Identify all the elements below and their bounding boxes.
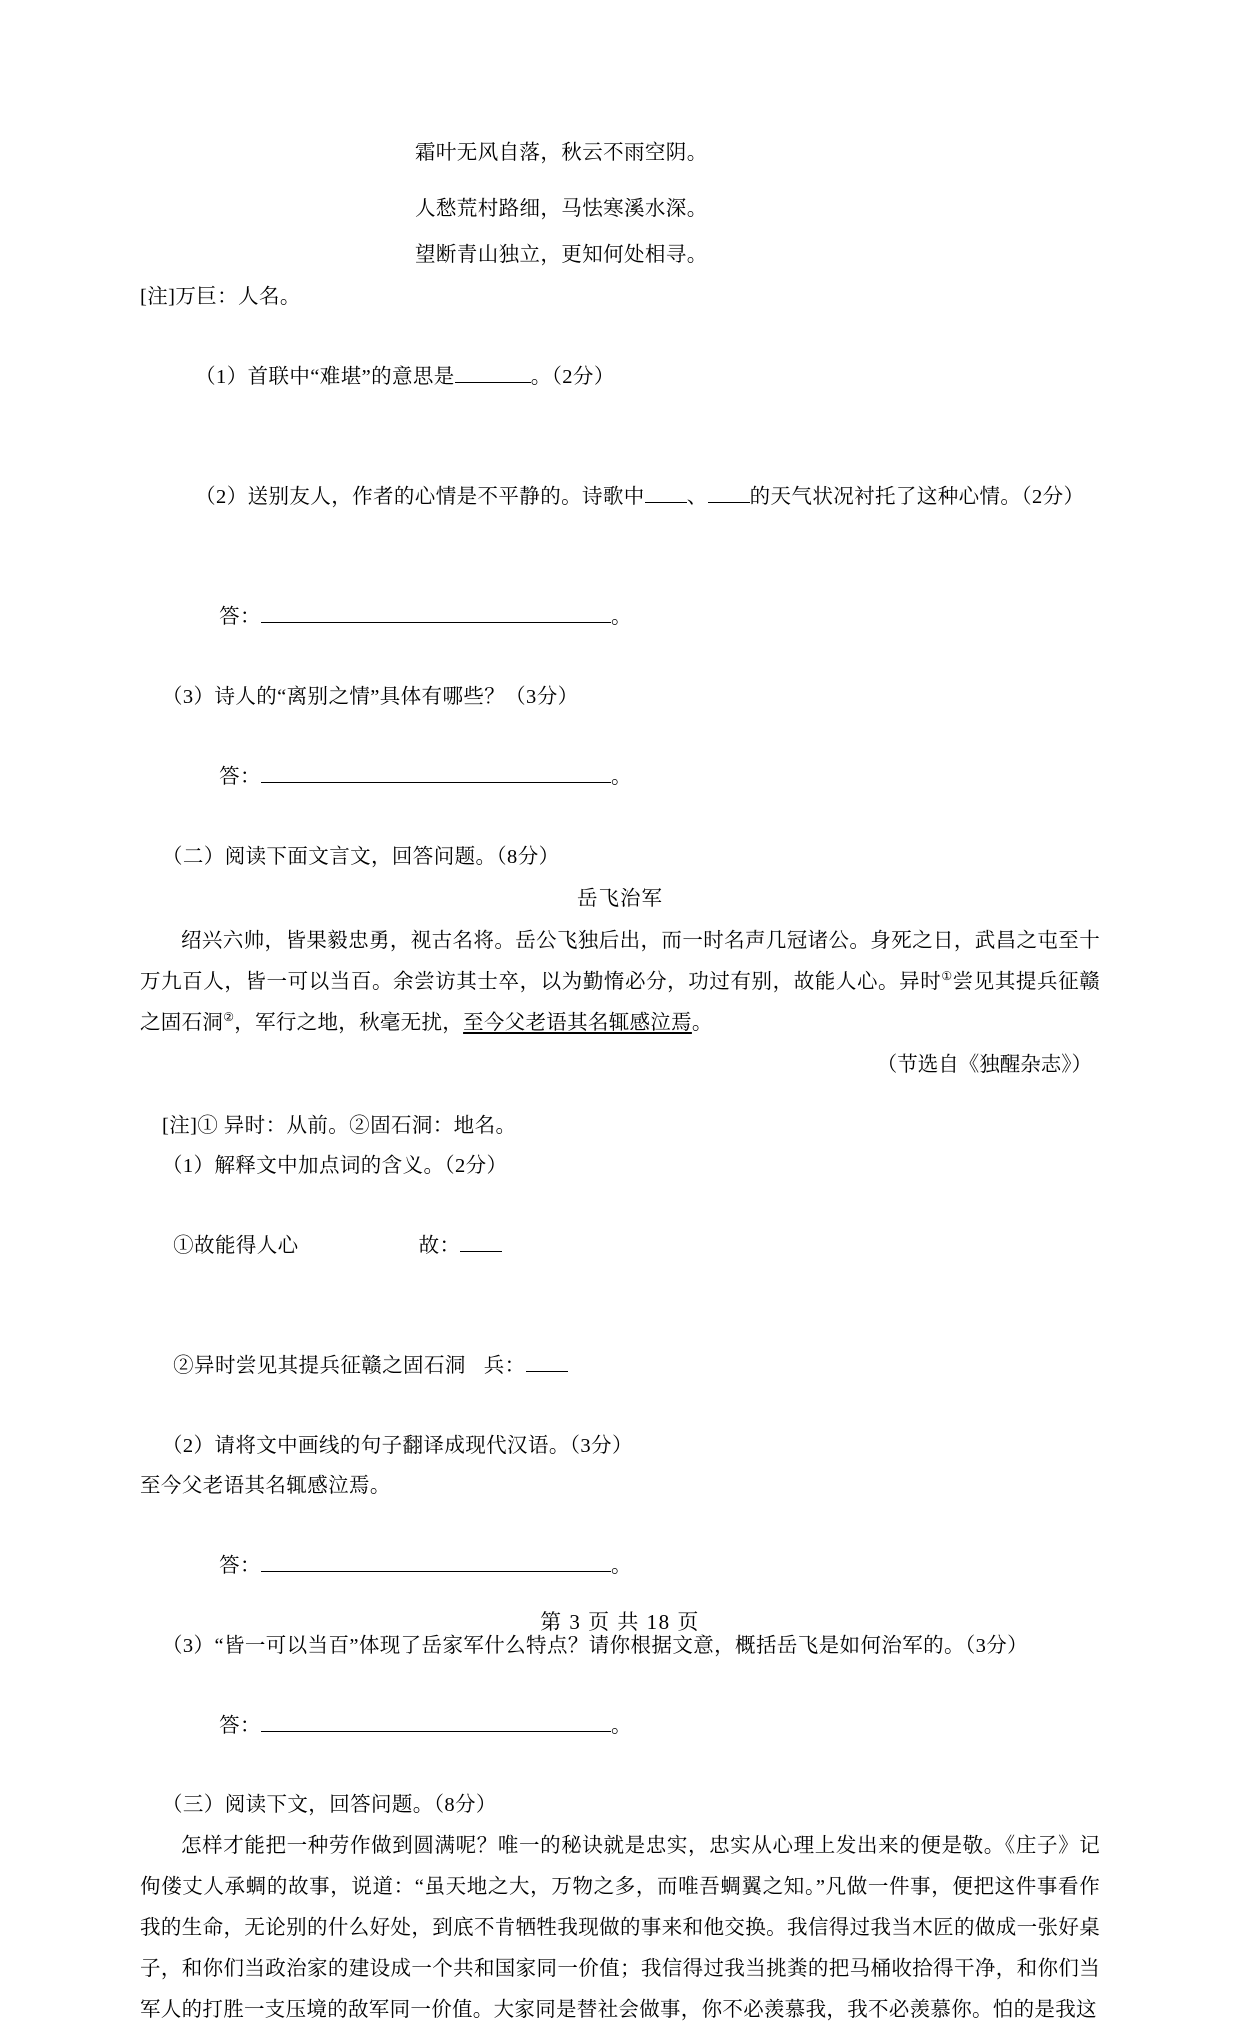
section2-title: 岳飞治军 (577, 887, 663, 910)
answer-suffix: 。 (610, 606, 632, 629)
section2-question-3: （3）“皆一可以当百”体现了岳家军什么特点？请你根据文意，概括岳飞是如何治军的。（3分） (162, 1634, 1029, 1657)
poem-question-1-text: （1）首联中“难堪”的意思是 (195, 366, 455, 389)
poem-question-1 (140, 318, 1100, 438)
classical-text-part-2: 尝见其提兵征赣之固石洞 (140, 970, 1100, 1034)
section2-question-1a (140, 1187, 1100, 1307)
answer-blank (708, 502, 750, 503)
answer-blank (261, 1731, 611, 1732)
page-footer: 第 3 页 共 18 页 (540, 1610, 700, 1634)
classical-note: [注]① 异时：从前。②固石洞：地名。 (162, 1115, 517, 1137)
q1b-text: ②异时尝见其提兵征赣之固石洞 (173, 1354, 466, 1377)
poem-question-2-suffix: 的天气状况衬托了这种心情。（2分） (749, 486, 1085, 509)
answer-blank (261, 622, 611, 623)
poem-question-2-mid: 、 (686, 486, 708, 509)
poem-line-2: 人愁荒村路细，马怯寒溪水深。 (415, 198, 708, 221)
poem-question-3: （3）诗人的“离别之情”具体有哪些？（3分） (162, 686, 579, 709)
section2-question-2-sentence: 至今父老语其名辄感泣焉。 (140, 1474, 391, 1497)
answer-blank (455, 382, 531, 383)
answer-blank (261, 1571, 611, 1572)
page-content (140, 130, 1100, 2031)
classical-text-underlined: 至今父老语其名辄感泣焉 (463, 1011, 692, 1034)
classical-text-part-3: ，军行之地，秋毫无扰， (234, 1011, 464, 1034)
section2-question-1b (140, 1307, 1100, 1427)
answer-label: 答： (219, 1714, 261, 1737)
classical-text-part-1: 绍兴六帅，皆果毅忠勇，视古名将。岳公飞独后出，而一时名声几冠诸公。身死之日，武昌之屯至十万九百人，皆一可以当百。余尝访其士卒，以为勤惰必分，功过有别，故能人心。异时 (140, 929, 1100, 993)
poem-answer-line-1 (140, 558, 1100, 678)
answer-label: 答： (219, 766, 261, 788)
answer-suffix: 。 (610, 766, 632, 788)
section2-question-1: （1）解释文中加点词的含义。（2分） (162, 1154, 508, 1177)
footnote-marker-2: ② (223, 1010, 235, 1025)
answer-blank (460, 1251, 502, 1252)
answer-blank (645, 502, 687, 503)
poem-answer-line-2 (140, 718, 1100, 838)
spacer (140, 176, 1100, 186)
poem-question-1-suffix: 。（2分） (530, 366, 615, 389)
poem-note: [注]万巨：人名。 (140, 286, 301, 309)
q1b-label: 兵： (483, 1354, 526, 1377)
poem-line-3: 望断青山独立，更知何处相寻。 (415, 244, 708, 267)
poem-question-2 (140, 438, 1100, 558)
answer-label: 答： (219, 1554, 261, 1577)
classical-text-paragraph (140, 921, 1100, 1044)
answer-blank (261, 782, 611, 783)
section2-header: （二）阅读下面文言文，回答问题。（8分） (162, 845, 560, 868)
answer-label: 答： (219, 606, 261, 629)
answer-suffix: 。 (610, 1554, 632, 1577)
poem-line-1: 霜叶无风自落，秋云不雨空阴。 (415, 142, 708, 164)
section3-paragraph: 怎样才能把一种劳作做到圆满呢？唯一的秘诀就是忠实，忠实从心理上发出来的便是敬。《庄子》记佝偻丈人承蜩的故事，说道：“虽天地之大，万物之多，而唯吾蜩翼之知。”凡做一件事，便把这件事看作我的生命，无论别的什么好处，到底不肯牺牲我现做的事来和他交换。我信得过我当木匠的做成一张好桌子，和你们当政治家的建设成一个共和国家同一价值；我信得过我当挑粪的把马桶收拾得干净，和你们当军人的打胜一支压境的敌军同一价值。大家同是替社会做事，你不必羡慕我，我不必羡慕你。怕的是我这 (140, 1835, 1100, 2022)
q1a-label: 故： (418, 1234, 461, 1257)
footnote-marker-1: ① (941, 969, 953, 984)
spacer (140, 1087, 1100, 1107)
section2-question-2: （2）请将文中画线的句子翻译成现代汉语。（3分） (162, 1434, 633, 1457)
section2-answer-line-2 (140, 1667, 1100, 1787)
source-attribution: （节选自《独醒杂志》） (876, 1053, 1092, 1076)
poem-question-2-text: （2）送别友人，作者的心情是不平静的。诗歌中 (195, 486, 645, 509)
q1a-text: ①故能得人心 (173, 1234, 299, 1257)
section3-header: （三）阅读下文，回答问题。（8分） (162, 1794, 497, 1817)
classical-text-part-4: 。 (691, 1011, 713, 1034)
answer-suffix: 。 (610, 1714, 632, 1737)
answer-blank (526, 1371, 568, 1372)
